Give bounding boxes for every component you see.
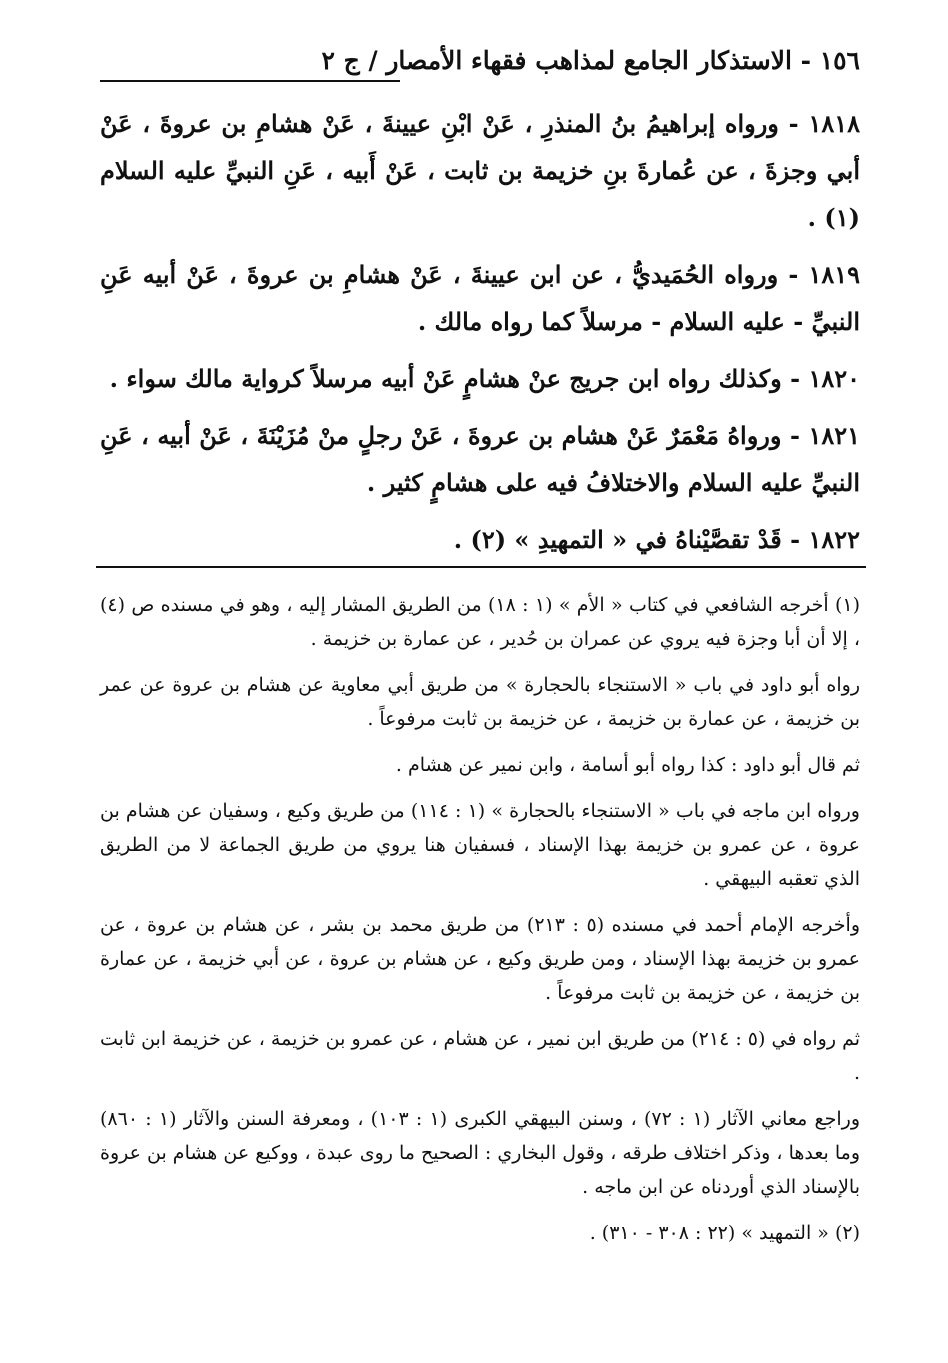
page-number: ١٥٦ [819, 46, 860, 75]
paragraph-1819: ١٨١٩ - ورواه الحُمَيديُّ ، عن ابن عيينةَ ، عَنْ هشامِ بن عروةَ ، عَنْ أبيه عَنِ النبيِّ - عليه السلام - مرسلاً كما رواه مالك . [100, 260, 860, 336]
footnote-paragraph: ثم قال أبو داود : كذا رواه أبو أسامة ، وابن نمير عن هشام . [395, 754, 860, 776]
paragraph-1818: ١٨١٨ - ورواه إبراهيمُ بنُ المنذرِ ، عَنْ ابْنِ عيينةَ ، عَنْ هشامِ بن عروةَ ، عَنْ أبي وجزةَ ، عن عُمارةَ بنِ خزيمة بن ثابت ، عَنْ أَبيه ، عَنِ النبيِّ عليه السلام (١) . [100, 109, 860, 232]
paragraph-1821: ١٨٢١ - ورواهُ مَعْمَرٌ عَنْ هشام بن عروةَ ، عَنْ رجلٍ منْ مُزَيْنَةَ ، عَنْ أبيه ، عَنِ النبيِّ عليه السلام والاختلافُ فيه على هشامٍ كثير . [100, 421, 860, 497]
header-rule [100, 80, 400, 82]
running-title: - الاستذكار الجامع لمذاهب فقهاء الأمصار / ج ٢ [321, 46, 811, 75]
running-head [322, 46, 860, 75]
main-text [100, 100, 860, 573]
footnote-paragraph: ورواه ابن ماجه في باب « الاستنجاء بالحجارة » (١ : ١١٤) من طريق وكيع ، وسفيان عن هشام بن عروة ، عن عمرو بن خزيمة بهذا الإسناد ، فسفيان هنا يروي من طريق الجماعة لا من الطريق الذي تعقبه البيهقي . [100, 800, 860, 890]
footnote-paragraph: رواه أبو داود في باب « الاستنجاء بالحجارة » من طريق أبي معاوية عن هشام بن عروة عن عمر بن خزيمة ، عن عمارة بن خزيمة ، عن خزيمة بن ثابت مرفوعاً . [100, 674, 860, 730]
footnote-paragraph: ثم رواه في (٥ : ٢١٤) من طريق ابن نمير ، عن هشام ، عن عمرو بن خزيمة ، عن خزيمة ابن ثابت . [100, 1028, 861, 1084]
footnote-2: (٢) « التمهيد » (٢٢ : ٣٠٨ - ٣١٠) . [589, 1222, 860, 1244]
page-header [100, 46, 860, 86]
footnote-1: (١) أخرجه الشافعي في كتاب « الأم » (١ : ١٨) من الطريق المشار إليه ، وهو في مسنده ص (٤) ، إلا أن أبا وجزة فيه يروي عن عمران بن حُدير ، عن عمارة بن خزيمة . [100, 594, 860, 650]
footnote-paragraph: وأخرجه الإمام أحمد في مسنده (٥ : ٢١٣) من طريق محمد بن بشر ، عن هشام بن عروة ، عن عمرو بن خزيمة بهذا الإسناد ، ومن طريق وكيع ، عن هشام بن عروة ، عن أبي خزيمة ، عن عمارة بن خزيمة ، عن خزيمة بن ثابت مرفوعاً . [100, 914, 860, 1004]
paragraph-1822: ١٨٢٢ - قَدْ تقصَّيْناهُ في « التمهيدِ » (٢) . [453, 525, 860, 554]
footnotes [100, 588, 860, 1262]
footnote-paragraph: وراجع معاني الآثار (١ : ٧٢) ، وسنن البيهقي الكبرى (١ : ١٠٣) ، ومعرفة السنن والآثار (١ : ٨٦٠) وما بعدها ، وذكر اختلاف طرقه ، وقول البخاري : الصحيح ما روى عبدة ، ووكيع عن هشام بن عروة بالإسناد الذي أوردناه عن ابن ماجه . [100, 1108, 860, 1198]
paragraph-1820: ١٨٢٠ - وكذلك رواه ابن جريج عنْ هشامٍ عَنْ أبيه مرسلاً كرواية مالك سواء . [109, 364, 860, 393]
footnote-separator [96, 566, 866, 568]
